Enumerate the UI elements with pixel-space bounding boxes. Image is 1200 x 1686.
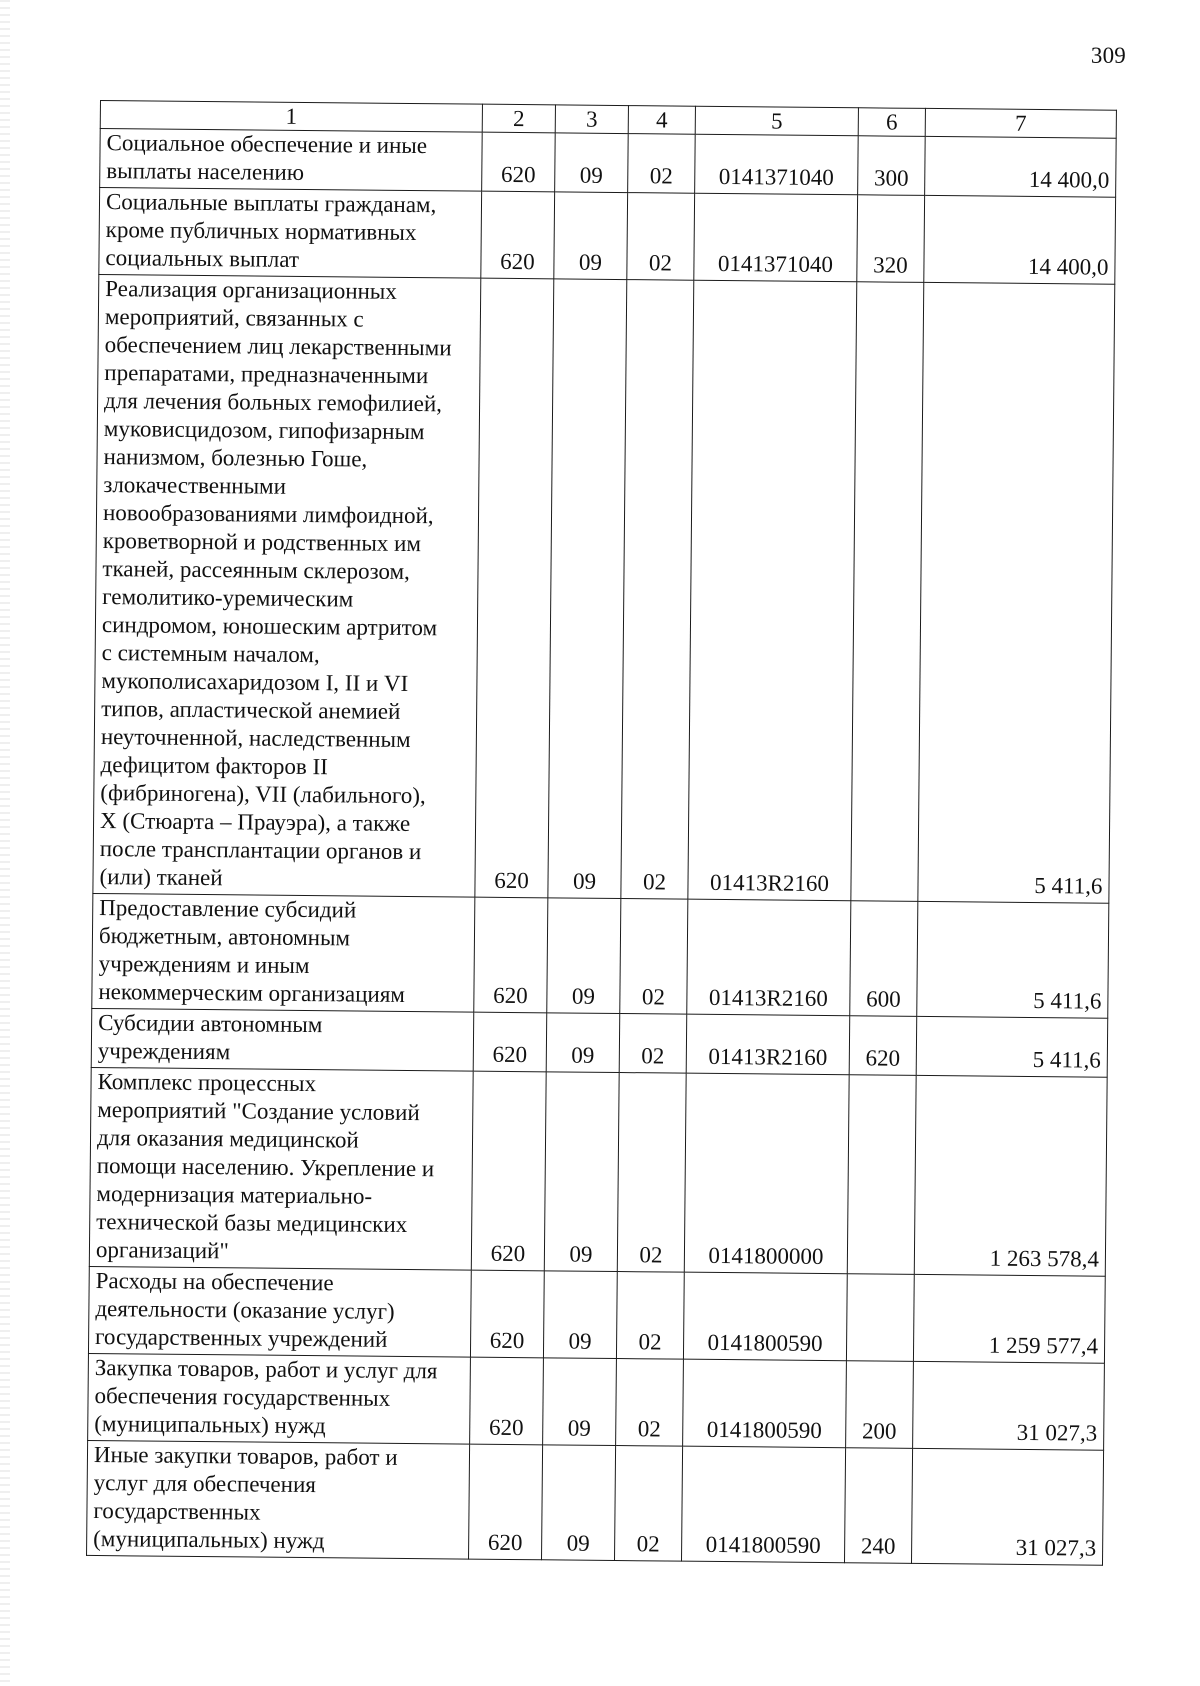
- row-amount-cell: 14 400,0: [924, 195, 1116, 284]
- row-rz-cell: 09: [543, 1271, 617, 1359]
- table-row: [88, 1266, 1105, 1363]
- row-amount-cell: 1 263 578,4: [914, 1075, 1107, 1276]
- row-vr-cell: 240: [844, 1448, 912, 1564]
- table-row: [87, 1440, 1104, 1565]
- table-row: [88, 1353, 1105, 1450]
- row-name-cell: Предоставление субсидий бюджетным, автономным учреждениям и иным некоммерческим организациям: [92, 893, 475, 1012]
- row-pr-cell: 02: [617, 1073, 686, 1273]
- table-row: [91, 1008, 1108, 1077]
- header-cell-3: 3: [555, 105, 628, 134]
- row-name-cell: Комплекс процессных мероприятий "Создание условий для оказания медицинской помощи населению. Укрепление и модернизация материально- технической базы медицинских организаций": [89, 1067, 473, 1270]
- header-cell-2: 2: [482, 104, 555, 133]
- row-ved-cell: 620: [474, 897, 548, 1013]
- row-vr-cell: 300: [858, 136, 926, 196]
- header-cell-5: 5: [695, 106, 858, 136]
- row-vr-cell: [851, 282, 924, 902]
- row-amount-cell: 14 400,0: [925, 136, 1117, 197]
- row-csr-cell: 01413R2160: [686, 1014, 850, 1075]
- row-csr-cell: 0141800590: [682, 1446, 846, 1563]
- page-number: 309: [1090, 43, 1126, 68]
- row-ved-cell: 620: [475, 278, 554, 898]
- row-rz-cell: 09: [548, 279, 627, 899]
- table-row: [99, 188, 1116, 285]
- row-name-cell: Субсидии автономным учреждениям: [91, 1008, 474, 1071]
- row-csr-cell: 0141800590: [683, 1272, 847, 1361]
- row-vr-cell: 620: [849, 1016, 917, 1076]
- budget-table: [86, 100, 1117, 1566]
- row-rz-cell: 09: [543, 1358, 617, 1446]
- row-ved-cell: 620: [471, 1071, 546, 1271]
- row-name-cell: Социальное обеспечение и иные выплаты населению: [100, 129, 483, 192]
- header-cell-7: 7: [925, 108, 1116, 138]
- row-pr-cell: 02: [615, 1446, 683, 1562]
- row-ved-cell: 620: [473, 1012, 547, 1072]
- row-amount-cell: 5 411,6: [918, 282, 1115, 903]
- row-pr-cell: 02: [620, 899, 688, 1015]
- row-name-cell: Социальные выплаты гражданам, кроме публичных нормативных социальных выплат: [99, 188, 482, 279]
- row-name-cell: Реализация организационных мероприятий, связанных с обеспечением лиц лекарственными препаратами, предназначенными для лечения больных гемофилией, муковисцидозом, гипофизарным нанизмом, болезнью Гоше, злокачественными новообразованиями лимфоидной, кроветворной и родственных им тканей, рассеянным склерозом, гемолитико-уремическим синдромом, юношеским артритом с системным началом, мукополисахаридозом I, II и VI типов, апластической анемией неуточненной, наследственным дефицитом факторов II (фибриногена), VII (лабильного), X (Стюарта – Прауэра), а также после трансплантации органов и (или) тканей: [93, 274, 481, 897]
- row-amount-cell: 31 027,3: [913, 1361, 1105, 1450]
- row-pr-cell: 02: [619, 1014, 687, 1074]
- row-ved-cell: 620: [481, 191, 555, 279]
- header-cell-4: 4: [628, 106, 695, 135]
- row-amount-cell: 31 027,3: [911, 1448, 1103, 1565]
- row-pr-cell: 02: [627, 193, 695, 281]
- row-rz-cell: 09: [554, 192, 628, 280]
- scan-edge-artifact: [0, 0, 10, 1686]
- row-vr-cell: [847, 1075, 916, 1275]
- row-vr-cell: 600: [850, 901, 918, 1017]
- row-ved-cell: 620: [469, 1444, 543, 1560]
- row-csr-cell: 0141800590: [683, 1359, 847, 1448]
- row-rz-cell: 09: [555, 133, 629, 193]
- row-rz-cell: 09: [542, 1445, 616, 1561]
- row-csr-cell: 0141371040: [694, 193, 858, 282]
- row-pr-cell: 02: [616, 1359, 684, 1447]
- row-vr-cell: 200: [846, 1361, 914, 1449]
- row-name-cell: Иные закупки товаров, работ и услуг для обеспечения государственных (муниципальных) нужд: [87, 1440, 470, 1559]
- row-csr-cell: 01413R2160: [688, 280, 857, 901]
- table-row: [93, 274, 1115, 903]
- row-csr-cell: 01413R2160: [687, 899, 851, 1016]
- row-amount-cell: 1 259 577,4: [913, 1274, 1105, 1363]
- row-vr-cell: 320: [857, 195, 925, 283]
- header-cell-1: 1: [100, 101, 482, 133]
- row-csr-cell: 0141371040: [695, 134, 859, 195]
- row-pr-cell: 02: [621, 280, 694, 900]
- row-rz-cell: 09: [544, 1072, 619, 1272]
- header-cell-6: 6: [858, 108, 925, 137]
- row-rz-cell: 09: [547, 898, 621, 1014]
- row-pr-cell: 02: [628, 134, 696, 194]
- row-name-cell: Закупка товаров, работ и услуг для обеспечения государственных (муниципальных) нужд: [88, 1353, 471, 1444]
- table-row: [89, 1067, 1107, 1276]
- table-row: [100, 129, 1117, 198]
- row-ved-cell: 620: [470, 1270, 544, 1358]
- row-ved-cell: 620: [482, 132, 556, 192]
- row-amount-cell: 5 411,6: [917, 901, 1109, 1018]
- row-name-cell: Расходы на обеспечение деятельности (оказание услуг) государственных учреждений: [88, 1266, 471, 1357]
- row-ved-cell: 620: [470, 1357, 544, 1445]
- row-amount-cell: 5 411,6: [916, 1016, 1108, 1077]
- table-row: [92, 893, 1109, 1018]
- row-csr-cell: 0141800000: [684, 1073, 849, 1274]
- row-rz-cell: 09: [546, 1013, 620, 1073]
- row-vr-cell: [846, 1274, 914, 1362]
- row-pr-cell: 02: [616, 1272, 684, 1360]
